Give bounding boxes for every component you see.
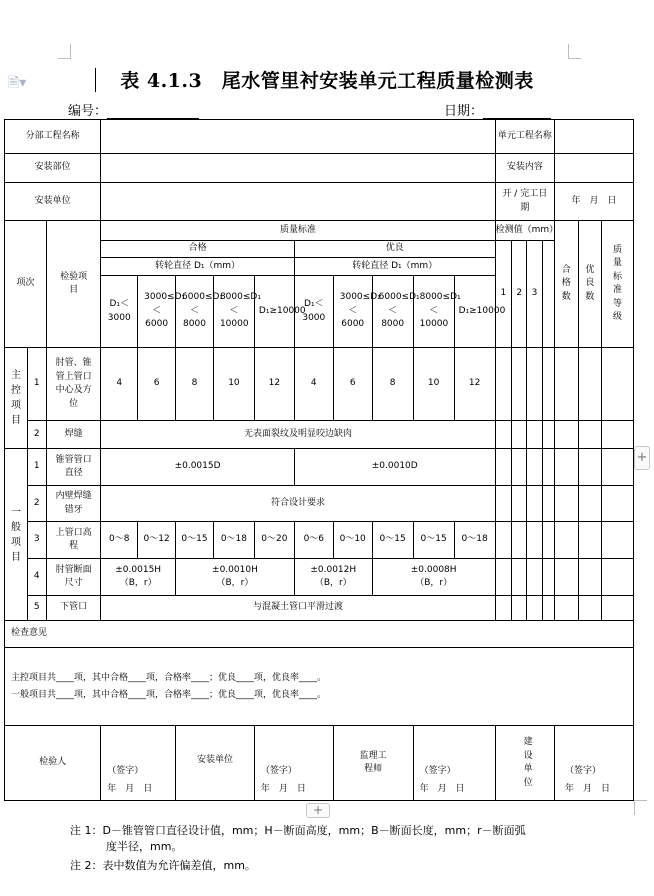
summary-line-zhukong: 主控项目共____项，其中合格____项，合格率____；优良____项，优良率____。 xyxy=(11,672,327,683)
input-anzhuang-neirong[interactable] xyxy=(555,154,634,183)
value-cell: 0～20 xyxy=(254,522,294,559)
col-n1: 1 xyxy=(495,241,511,348)
inspection-opinion-label: 检查意见 xyxy=(5,621,634,648)
measure-cell[interactable] xyxy=(542,559,554,596)
count-cell[interactable] xyxy=(578,486,602,522)
measure-cell[interactable] xyxy=(527,348,542,421)
add-row-button[interactable]: + xyxy=(306,803,330,818)
value-cell: 12 xyxy=(454,348,495,421)
label-danyuan: 单元工程名称 xyxy=(495,120,554,154)
yiban-5-item: 下管口 xyxy=(46,596,100,621)
col-hegeshu: 合格数 xyxy=(555,221,579,348)
zhukong-1-no: 1 xyxy=(27,348,46,421)
zhukong-1-item: 肘管、锥管上管口中心及方位 xyxy=(46,348,100,421)
value-cell: 10 xyxy=(413,348,454,421)
tolerance-value: ±0.0010H xyxy=(212,564,258,575)
page-corner-mark xyxy=(58,44,71,59)
range-youliang-2: 3000≤D₁＜6000 xyxy=(333,276,372,348)
range-hege-1: D₁＜3000 xyxy=(101,276,138,348)
yiban-4-val-1 xyxy=(101,559,176,596)
label-anzhuang-danwei: 安装单位 xyxy=(5,183,101,221)
yiban-3-no: 3 xyxy=(27,522,46,559)
range-youliang-5: D₁≥10000 xyxy=(454,276,495,348)
measure-cell[interactable] xyxy=(512,596,527,621)
tolerance-sub: （B，r） xyxy=(216,578,254,588)
value-cell: 0～12 xyxy=(138,522,176,559)
tolerance-sub: （B，r） xyxy=(415,578,453,588)
yiban-1-youliang: ±0.0010D xyxy=(294,449,495,486)
value-cell: 10 xyxy=(213,348,254,421)
measure-cell[interactable] xyxy=(542,522,554,559)
col-n2: 2 xyxy=(512,241,527,348)
summary-line-yiban: 一般项目共____项，其中合格____项，合格率____；优良____项，优良率____。 xyxy=(11,689,327,700)
grade-cell[interactable] xyxy=(602,522,634,559)
count-cell[interactable] xyxy=(555,596,579,621)
label-anzhuang-buwei: 安装部位 xyxy=(5,154,101,183)
input-danyuan[interactable] xyxy=(555,120,634,154)
sign-qianzi: （签字） xyxy=(419,766,456,776)
yiban-4-val-3 xyxy=(294,559,372,596)
measure-cell[interactable] xyxy=(512,522,527,559)
input-kaiwan-date[interactable]: 年 月 日 xyxy=(555,183,634,221)
measure-cell[interactable] xyxy=(527,486,542,522)
value-cell: 8 xyxy=(176,348,214,421)
value-cell: 0～15 xyxy=(176,522,214,559)
grade-cell[interactable] xyxy=(602,348,634,421)
sign-jianshe-label: 建设单位 xyxy=(495,726,554,801)
sign-anzhuang-box[interactable] xyxy=(254,726,333,801)
range-hege-2: 3000≤D₁＜6000 xyxy=(138,276,176,348)
page-corner-mark xyxy=(568,44,581,59)
measure-cell[interactable] xyxy=(495,449,511,486)
count-cell[interactable] xyxy=(578,596,602,621)
count-cell[interactable] xyxy=(555,559,579,596)
col-jianyan: 检验项目 xyxy=(46,221,100,348)
yiban-4-val-2 xyxy=(176,559,295,596)
note-2: 注 2：表中数值为允许偏差值，mm。 xyxy=(70,859,256,872)
measure-cell[interactable] xyxy=(512,421,527,449)
yiban-1-no: 1 xyxy=(27,449,46,486)
col-n4 xyxy=(542,241,554,348)
grade-cell[interactable] xyxy=(602,449,634,486)
measure-cell[interactable] xyxy=(512,486,527,522)
measure-cell[interactable] xyxy=(542,596,554,621)
count-cell[interactable] xyxy=(578,421,602,449)
yiban-1-hege: ±0.0015D xyxy=(101,449,295,486)
date-field xyxy=(444,100,551,119)
serial-label: 编号： xyxy=(68,104,108,119)
measure-cell[interactable] xyxy=(542,348,554,421)
sign-date: 年 月 日 xyxy=(260,784,306,794)
range-hege-5: D₁≥10000 xyxy=(254,276,294,348)
value-cell: 6 xyxy=(333,348,372,421)
yiban-4-val-4 xyxy=(372,559,495,596)
count-cell[interactable] xyxy=(555,522,579,559)
col-dengji: 质量标准等级 xyxy=(602,221,634,348)
count-cell[interactable] xyxy=(555,421,579,449)
sign-jianli-label: 监理工程师 xyxy=(333,726,413,801)
group-yiban: 一般项目 xyxy=(5,449,28,621)
yiban-2-item: 内壁焊缝错牙 xyxy=(46,486,100,522)
count-cell[interactable] xyxy=(555,449,579,486)
measure-cell[interactable] xyxy=(527,449,542,486)
value-cell: 4 xyxy=(101,348,138,421)
tolerance-value: ±0.0012H xyxy=(310,564,357,575)
sign-jianshe-box[interactable] xyxy=(555,726,634,801)
value-cell: 0～18 xyxy=(213,522,254,559)
count-cell[interactable] xyxy=(578,449,602,486)
yiban-4-no: 4 xyxy=(27,559,46,596)
col-youliangshu: 优良数 xyxy=(578,221,602,348)
sign-date: 年 月 日 xyxy=(419,784,465,794)
group-zhukong: 主控项目 xyxy=(5,348,28,449)
note-1-line-1: 注 1：D－锥管管口直径设计值，mm；H－断面高度，mm；B－断面长度，mm；r－断面弧 xyxy=(70,824,526,837)
label-fenbu: 分部工程名称 xyxy=(5,120,101,154)
measure-cell[interactable] xyxy=(542,449,554,486)
input-fenbu[interactable] xyxy=(101,120,495,154)
count-cell[interactable] xyxy=(555,348,579,421)
measure-cell[interactable] xyxy=(527,421,542,449)
sign-jianyanren-label xyxy=(5,726,101,801)
tolerance-sub: （B，r） xyxy=(314,578,352,588)
label-kaiwan: 开 / 完工日期 xyxy=(495,183,554,221)
yiban-2-no: 2 xyxy=(27,486,46,522)
value-cell: 8 xyxy=(372,348,413,421)
measure-cell[interactable] xyxy=(512,449,527,486)
yiban-1-item: 锥管管口直径 xyxy=(46,449,100,486)
measure-cell[interactable] xyxy=(495,348,511,421)
measure-cell[interactable] xyxy=(512,559,527,596)
count-cell[interactable] xyxy=(555,486,579,522)
count-cell[interactable] xyxy=(578,559,602,596)
measure-cell[interactable] xyxy=(512,348,527,421)
value-cell: 0～15 xyxy=(413,522,454,559)
add-column-button[interactable]: + xyxy=(634,446,650,470)
measure-cell[interactable] xyxy=(495,522,511,559)
sign-qianzi: （签字） xyxy=(565,766,602,776)
col-zhuanlun-youliang: 转轮直径 D₁（mm） xyxy=(294,258,495,276)
document-icon[interactable]: 🗎▾ xyxy=(8,75,27,91)
zhukong-2-std: 无表面裂纹及明显咬边缺肉 xyxy=(101,421,495,449)
measure-cell[interactable] xyxy=(527,559,542,596)
value-cell: 0～6 xyxy=(294,522,333,559)
yiban-5-no: 5 xyxy=(27,596,46,621)
page-corner-mark xyxy=(634,800,647,815)
tolerance-value: ±0.0008H xyxy=(410,564,457,575)
col-zhiliang: 质量标准 xyxy=(101,221,495,241)
value-cell: 6 xyxy=(138,348,176,421)
range-youliang-3: 6000≤D₁＜8000 xyxy=(372,276,413,348)
range-hege-3: 6000≤D₁＜8000 xyxy=(176,276,214,348)
grade-cell[interactable] xyxy=(602,486,634,522)
value-cell: 12 xyxy=(254,348,294,421)
value-cell: 0～10 xyxy=(333,522,372,559)
yiban-5-std: 与混凝土管口平滑过渡 xyxy=(101,596,495,621)
input-anzhuang-danwei[interactable] xyxy=(101,183,495,221)
serial-blank[interactable] xyxy=(107,104,199,119)
zhukong-2-item: 焊缝 xyxy=(46,421,100,449)
serial-field xyxy=(68,100,199,119)
range-youliang-4: 8000≤D₁＜10000 xyxy=(413,276,454,348)
sign-anzhuang-label: 安装单位 xyxy=(176,726,255,801)
yiban-2-std: 符合设计要求 xyxy=(101,486,495,522)
count-cell[interactable] xyxy=(578,522,602,559)
grade-cell[interactable] xyxy=(602,559,634,596)
range-youliang-1: D₁＜3000 xyxy=(294,276,333,348)
range-hege-4: 8000≤D₁＜10000 xyxy=(213,276,254,348)
col-hege: 合格 xyxy=(101,241,295,258)
measure-cell[interactable] xyxy=(495,559,511,596)
sign-date: 年 月 日 xyxy=(107,784,153,794)
sign-jianyanren-box[interactable] xyxy=(101,726,176,801)
sign-label: 检验人 xyxy=(39,757,67,768)
date-label: 日期： xyxy=(444,104,484,119)
measure-cell[interactable] xyxy=(527,522,542,559)
col-zhuanlun-hege: 转轮直径 D₁（mm） xyxy=(101,258,295,276)
yiban-4-item: 肘管断面尺寸 xyxy=(46,559,100,596)
value-cell: 0～8 xyxy=(101,522,138,559)
summary-box[interactable] xyxy=(5,648,634,726)
note-1-line-2: 度半径，mm。 xyxy=(106,840,183,853)
measure-cell[interactable] xyxy=(527,596,542,621)
col-xiangci: 项次 xyxy=(5,221,47,348)
tolerance-value: ±0.0015H xyxy=(115,564,162,575)
grade-cell[interactable] xyxy=(602,596,634,621)
sign-date: 年 月 日 xyxy=(565,784,611,794)
measure-cell[interactable] xyxy=(495,486,511,522)
count-cell[interactable] xyxy=(578,348,602,421)
sign-jianli-box[interactable] xyxy=(413,726,495,801)
measure-cell[interactable] xyxy=(495,421,511,449)
col-n3: 3 xyxy=(527,241,542,348)
date-blank[interactable] xyxy=(483,104,551,119)
measure-cell[interactable] xyxy=(542,486,554,522)
label-anzhuang-neirong: 安装内容 xyxy=(495,154,554,183)
page-title: 表 4.1.3 尾水管里衬安装单元工程质量检测表 xyxy=(120,70,534,92)
tolerance-sub: （B，r） xyxy=(119,578,157,588)
grade-cell[interactable] xyxy=(602,421,634,449)
measure-cell[interactable] xyxy=(542,421,554,449)
value-cell: 0～15 xyxy=(372,522,413,559)
col-youliang: 优良 xyxy=(294,241,495,258)
col-jiance: 检测值（mm） xyxy=(495,221,554,241)
text-cursor xyxy=(95,68,96,92)
sign-qianzi: （签字） xyxy=(260,766,297,776)
value-cell: 4 xyxy=(294,348,333,421)
sign-qianzi: （签字） xyxy=(107,766,144,776)
value-cell: 0～18 xyxy=(454,522,495,559)
zhukong-2-no: 2 xyxy=(27,421,46,449)
yiban-3-item: 上管口高程 xyxy=(46,522,100,559)
inspection-table xyxy=(4,119,634,801)
input-anzhuang-buwei[interactable] xyxy=(101,154,495,183)
measure-cell[interactable] xyxy=(495,596,511,621)
